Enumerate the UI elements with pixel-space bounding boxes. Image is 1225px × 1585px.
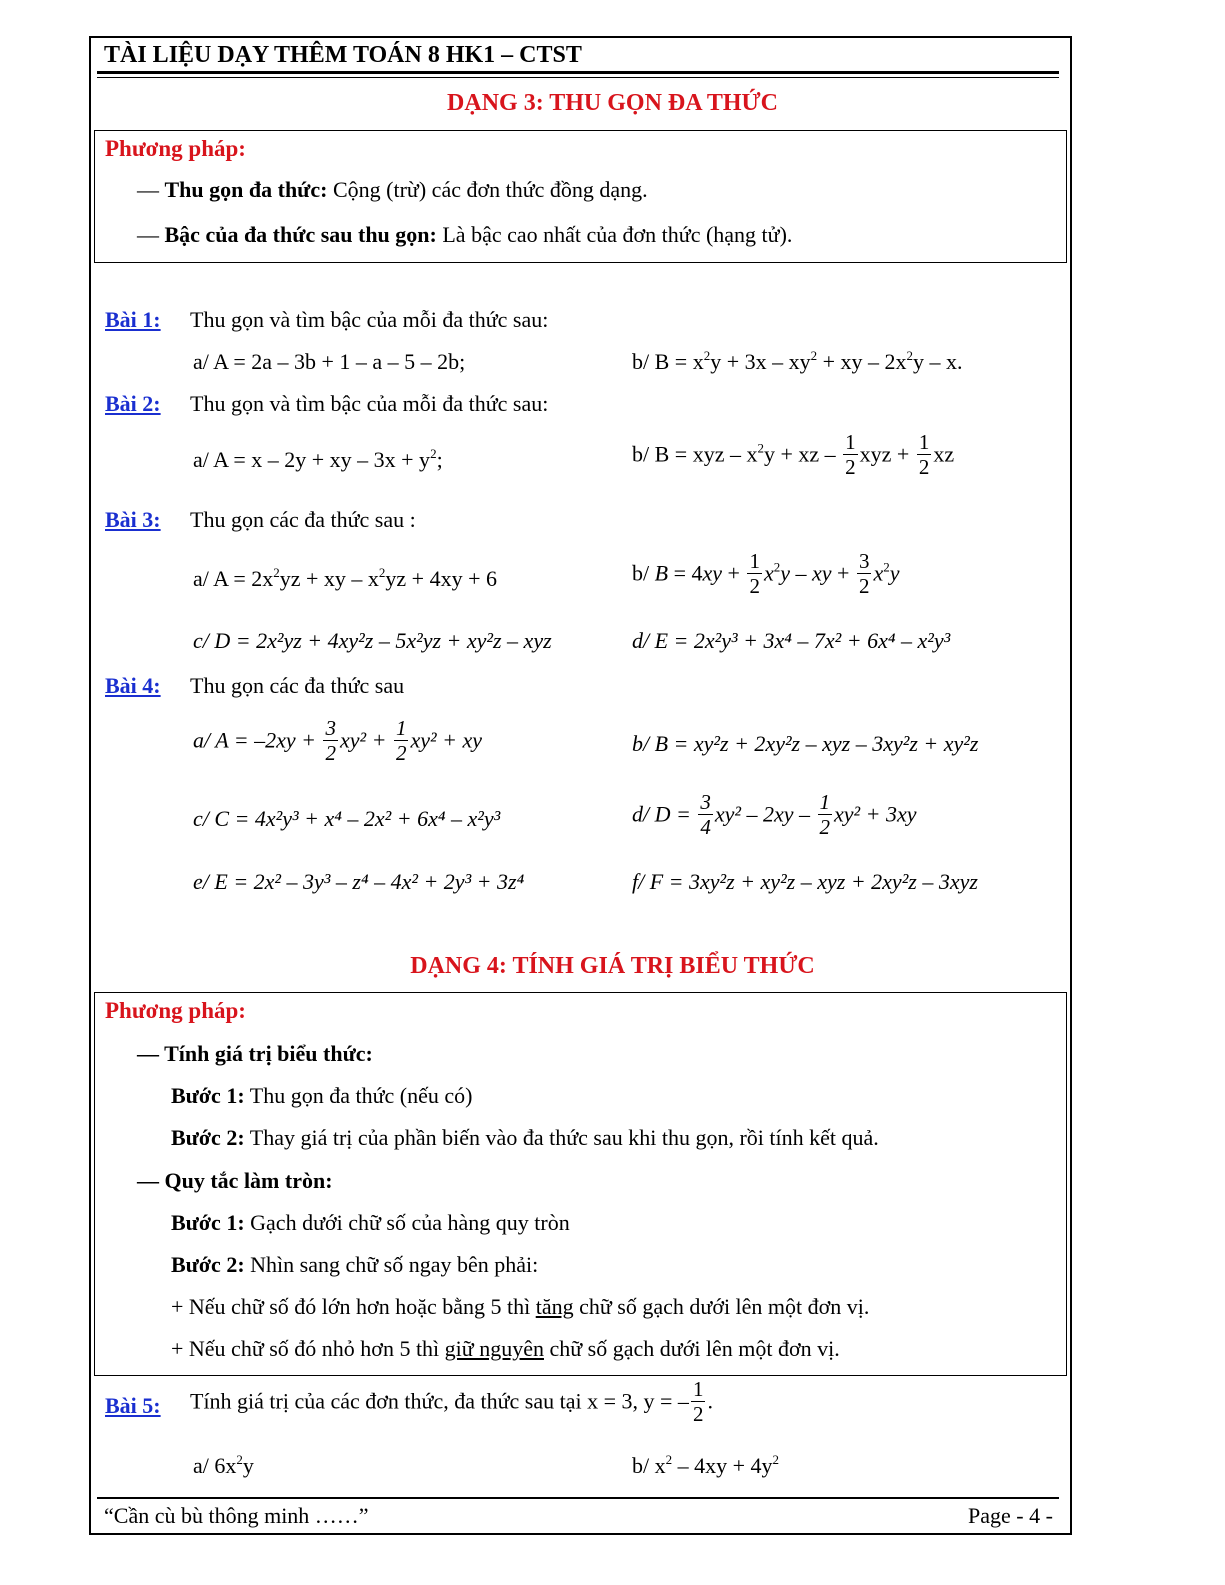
frac-num: 1 <box>692 1377 704 1401</box>
bai3-b-part: y <box>889 560 900 586</box>
bai4-e: e/ E = 2x² – 3y³ – z⁴ – 4x² + 2y³ + 3z⁴ <box>193 869 525 894</box>
bai3-b <box>632 551 899 600</box>
frac-den: 2 <box>819 815 831 839</box>
step-bold: Bước 2: <box>171 1125 245 1150</box>
rule-text: + Nếu chữ số đó nhỏ hơn 5 thì <box>171 1336 445 1361</box>
bai5-prompt-text: Tính giá trị của các đơn thức, đa thức sau tại x = 3, y = – <box>190 1388 689 1414</box>
bai3-b-part: – <box>789 560 812 586</box>
frac-num: 3 <box>858 549 870 573</box>
frac-den: 4 <box>700 815 711 839</box>
frac-num: 3 <box>325 716 336 740</box>
bai4-d-part: xy² – 2xy – <box>714 801 816 827</box>
bai4-d-part: d/ D = <box>632 801 697 827</box>
frac-den: 2 <box>325 741 336 765</box>
bai1-b-part: y + 3x – xy <box>710 349 811 374</box>
sup: 2 <box>773 559 781 575</box>
fraction <box>857 549 872 598</box>
bai5-label: Bài 5: <box>105 1393 161 1418</box>
sup: 2 <box>772 1452 780 1467</box>
fraction <box>843 430 858 479</box>
bai4-a-part: xy² + xy <box>410 727 482 753</box>
dang3-method-item1 <box>137 177 648 203</box>
frac-num: 1 <box>918 430 930 454</box>
bai2-b-part: xz <box>933 441 955 467</box>
bai4-a <box>193 718 482 767</box>
bai3-a-part: a/ A = 2x <box>193 566 274 591</box>
sup: 2 <box>703 348 711 363</box>
footer-rule <box>97 1497 1059 1499</box>
item1-bold: Thu gọn đa thức: <box>164 177 328 202</box>
dash: — <box>137 1168 159 1193</box>
bai3-label: Bài 3: <box>105 507 161 532</box>
bai5-b-part: – 4xy + 4y <box>672 1453 773 1478</box>
frac-den: 2 <box>918 455 930 479</box>
bai4-b: b/ B = xy²z + 2xy²z – xyz – 3xy²z + xy²z <box>632 731 979 756</box>
sup: 2 <box>906 348 914 363</box>
step-text: Thu gọn đa thức (nếu có) <box>244 1083 473 1108</box>
item2-text: Quy tắc làm tròn: <box>164 1168 333 1193</box>
step-text: Thay giá trị của phần biến vào đa thức sau khi thu gọn, rồi tính kết quả. <box>244 1125 879 1150</box>
bai1-b-part: b/ B = x <box>632 349 704 374</box>
dang4-item2 <box>137 1168 333 1194</box>
dang4-item1 <box>137 1041 373 1067</box>
bai2-b-part: b/ B = xyz – x <box>632 441 758 467</box>
bai3-b-part: B <box>654 560 669 586</box>
footer-quote: “Cần cù bù thông minh ……” <box>104 1503 369 1528</box>
frac-num: 1 <box>819 790 831 814</box>
dang3-method-title: Phương pháp: <box>105 136 246 161</box>
fraction <box>691 1377 706 1426</box>
sup: 2 <box>430 446 437 461</box>
sup: 2 <box>236 1452 243 1467</box>
sup: 2 <box>883 559 890 575</box>
dash: — <box>137 222 159 247</box>
bai3-b-part: + <box>722 560 746 586</box>
bai3-b-part: x <box>873 560 884 586</box>
bai5-a-part: a/ 6x <box>193 1453 237 1478</box>
sup: 2 <box>810 348 818 363</box>
dash: — <box>137 177 159 202</box>
frac-den: 2 <box>858 574 870 598</box>
rule-underlined: tăng <box>535 1294 574 1319</box>
item2-text: Là bậc cao nhất của đơn thức (hạng tử). <box>436 222 793 247</box>
bai4-a-part: xy² + <box>339 727 392 753</box>
bai2-prompt: Thu gọn và tìm bậc của mỗi đa thức sau: <box>190 391 549 416</box>
dang4-round1 <box>171 1210 570 1236</box>
bai3-a <box>193 566 497 592</box>
item1-text: Cộng (trừ) các đơn thức đồng dạng. <box>327 177 648 202</box>
fraction <box>747 549 762 598</box>
frac-den: 2 <box>395 741 407 765</box>
fraction <box>323 716 338 765</box>
sup: 2 <box>273 565 280 580</box>
bai4-d <box>632 792 917 841</box>
title-rule-thin <box>97 77 1059 78</box>
bai2-a-part: a/ A = x – 2y + xy – 3x + y <box>193 447 431 472</box>
bai5-a-part: y <box>242 1453 254 1478</box>
bai3-a-part: yz + xy – x <box>279 566 379 591</box>
bai2-label: Bài 2: <box>105 391 161 416</box>
rule-underlined: giữ nguyên <box>444 1336 544 1361</box>
step-text: Gạch dưới chữ số của hàng quy tròn <box>244 1210 570 1235</box>
rule-text: + Nếu chữ số đó lớn hơn hoặc bằng 5 thì <box>171 1294 536 1319</box>
dang4-rule2 <box>171 1336 840 1362</box>
dang4-step1 <box>171 1083 472 1109</box>
bai2-a <box>193 447 443 473</box>
frac-den: 2 <box>692 1402 704 1426</box>
bai1-b-part: + xy – 2x <box>817 349 907 374</box>
frac-num: 1 <box>749 549 760 573</box>
bai4-d-part: xy² + 3xy <box>834 801 917 827</box>
bai3-c: c/ D = 2x²yz + 4xy²z – 5x²yz + xy²z – xyz <box>193 628 552 653</box>
bai2-b-part: xyz + <box>859 441 915 467</box>
bai3-b-part: + <box>831 560 855 586</box>
bai3-b-part: xy <box>811 560 832 586</box>
dang4-heading: DẠNG 4: TÍNH GIÁ TRỊ BIỂU THỨC <box>410 953 815 979</box>
bai3-a-part: yz + 4xy + 6 <box>385 566 498 591</box>
bai1-b-part: y – x. <box>913 349 963 374</box>
bai3-b-part: y <box>780 560 790 586</box>
frac-den: 2 <box>845 455 856 479</box>
item1-text: Tính giá trị biểu thức: <box>164 1041 373 1066</box>
bai2-b <box>632 432 954 481</box>
dang3-method-item2 <box>137 222 792 248</box>
bai4-label: Bài 4: <box>105 673 161 698</box>
frac-num: 3 <box>700 790 711 814</box>
frac-num: 1 <box>845 430 856 454</box>
bai1-label: Bài 1: <box>105 307 161 332</box>
bai5-b-part: b/ x <box>632 1453 666 1478</box>
item2-bold: Bậc của đa thức sau thu gọn: <box>164 222 437 247</box>
dang4-rule1 <box>171 1294 869 1320</box>
step-bold: Bước 2: <box>171 1252 245 1277</box>
bai3-b-part: = 4 <box>668 560 703 586</box>
dang4-method-title: Phương pháp: <box>105 998 246 1023</box>
title-rule-thick <box>97 71 1059 74</box>
sup: 2 <box>378 565 386 580</box>
bai4-prompt: Thu gọn các đa thức sau <box>190 673 405 698</box>
bai5-b <box>632 1453 779 1479</box>
sup: 2 <box>757 440 764 456</box>
bai3-b-part: x <box>763 560 774 586</box>
fraction <box>394 716 409 765</box>
footer-page-number: Page - 4 - <box>968 1503 1053 1528</box>
sup: 2 <box>665 1452 673 1467</box>
dang3-heading: DẠNG 3: THU GỌN ĐA THỨC <box>447 90 778 116</box>
bai4-c: c/ C = 4x²y³ + x⁴ – 2x² + 6x⁴ – x²y³ <box>193 806 501 831</box>
bai1-a: a/ A = 2a – 3b + 1 – a – 5 – 2b; <box>193 349 466 374</box>
fraction <box>698 790 713 839</box>
bai2-b-part: y + xz – <box>763 441 842 467</box>
step-bold: Bước 1: <box>171 1210 245 1235</box>
frac-num: 1 <box>395 716 407 740</box>
bai1-b <box>632 349 963 375</box>
frac-den: 2 <box>749 574 760 598</box>
fraction <box>818 790 833 839</box>
bai3-prompt: Thu gọn các đa thức sau : <box>190 507 416 532</box>
dang4-step2 <box>171 1125 879 1151</box>
bai3-b-part: xy <box>702 560 723 586</box>
bai4-f: f/ F = 3xy²z + xy²z – xyz + 2xy²z – 3xyz <box>632 869 978 894</box>
bai5-prompt <box>190 1379 713 1428</box>
fraction <box>917 430 932 479</box>
bai1-prompt: Thu gọn và tìm bậc của mỗi đa thức sau: <box>190 307 549 332</box>
step-bold: Bước 1: <box>171 1083 245 1108</box>
bai5-a <box>193 1453 254 1479</box>
rule-text: chữ số gạch dưới lên một đơn vị. <box>573 1294 870 1319</box>
dang4-round2 <box>171 1252 538 1278</box>
bai3-d: d/ E = 2x²y³ + 3x⁴ – 7x² + 6x⁴ – x²y³ <box>632 628 951 653</box>
step-text: Nhìn sang chữ số ngay bên phải: <box>244 1252 539 1277</box>
bai2-a-part: ; <box>436 447 443 472</box>
dash: — <box>137 1041 159 1066</box>
bai5-prompt-text: . <box>707 1388 713 1414</box>
document-title: TÀI LIỆU DẠY THÊM TOÁN 8 HK1 – CTST <box>104 42 582 68</box>
bai3-b-part: b/ <box>632 560 655 586</box>
bai4-a-part: a/ A = –2xy + <box>193 727 322 753</box>
rule-text: chữ số gạch dưới lên một đơn vị. <box>543 1336 840 1361</box>
